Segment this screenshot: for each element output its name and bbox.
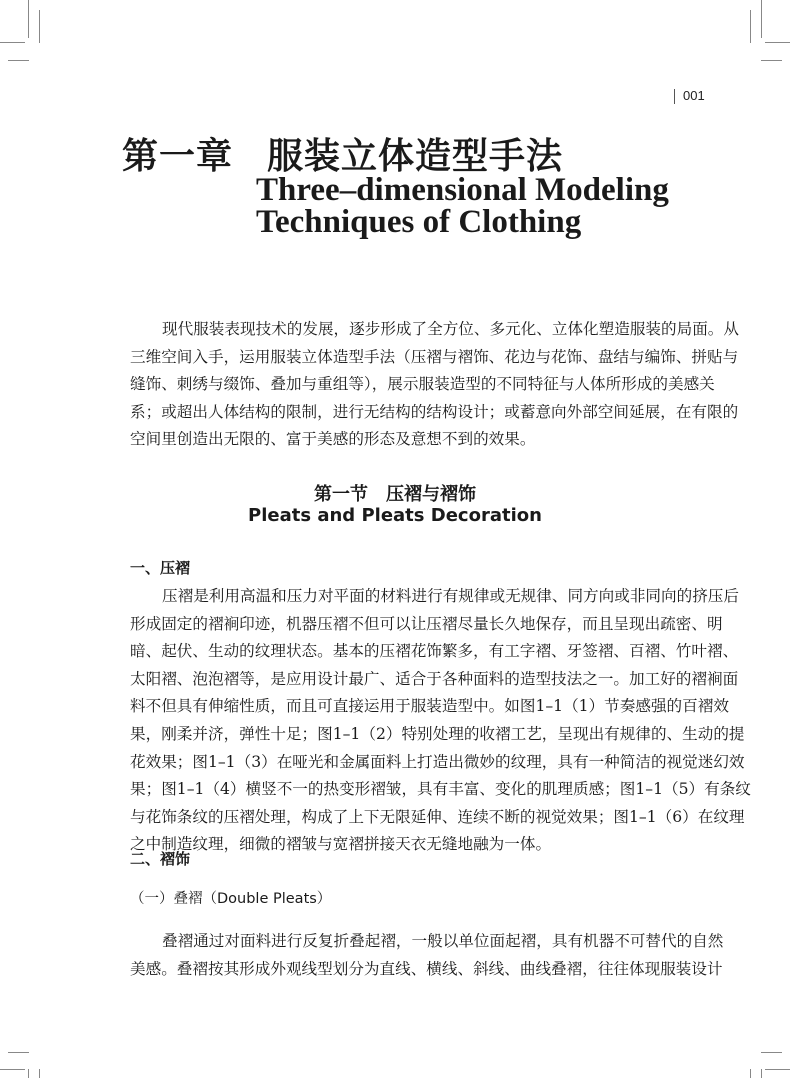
text-line: 现代服装表现技术的发展，逐步形成了全方位、多元化、立体化塑造服装的局面。从 — [162, 320, 739, 338]
text-line: 果，刚柔并济，弹性十足；图1–1（2）特别处理的收褶工艺，呈现出有规律的、生动的提 — [130, 724, 745, 743]
crop-mark — [28, 0, 29, 38]
text-line: 三维空间入手，运用服装立体造型手法（压褶与褶饰、花边与花饰、盘结与编饰、拼贴与 — [130, 347, 739, 366]
pleats-paragraph — [130, 583, 751, 859]
section-title-en: Pleats and Pleats Decoration — [248, 505, 542, 526]
text-line: 压褶是利用高温和压力对平面的材料进行有规律或无规律、同方向或非同向的挤压后 — [162, 587, 739, 605]
heading-pressed-pleats: 一、压褶 — [130, 559, 191, 577]
crop-mark — [761, 60, 782, 61]
chapter-title: 服装立体造型手法 — [267, 135, 564, 177]
chapter-title-en-line2: Techniques of Clothing — [256, 204, 582, 240]
crop-mark — [28, 1069, 29, 1078]
chapter-number: 第一章 — [122, 135, 234, 177]
intro-paragraph — [130, 316, 739, 454]
text-line: 与花饰条纹的压褶处理，构成了上下无限延伸、连续不断的视觉效果；图1–1（6）在纹理 — [130, 807, 745, 826]
text-line: 太阳褶、泡泡褶等，是应用设计最广、适合于各种面料的造型技法之一。加工好的褶裥面 — [130, 669, 739, 688]
crop-mark — [39, 10, 40, 43]
text-line: 之中制造纹理，细微的褶皱与宽褶拼接天衣无缝地融为一体。 — [130, 835, 552, 854]
text-line: 美感。叠褶按其形成外观线型划分为直线、横线、斜线、曲线叠褶，往往体现服装设计 — [130, 959, 723, 978]
text-line: 空间里创造出无限的、富于美感的形态及意想不到的效果。 — [130, 430, 536, 449]
subheading-double-pleats: （一）叠褶（Double Pleats） — [130, 891, 332, 907]
crop-mark — [0, 1069, 25, 1070]
text-line: 花效果；图1–1（3）在哑光和金属面料上打造出微妙的纹理，具有一种简洁的视觉迷幻效 — [130, 752, 745, 771]
crop-mark — [8, 60, 29, 61]
crop-mark — [39, 1069, 40, 1078]
text-line: 料不但具有伸缩性质，而且可直接运用于服装造型中。如图1–1（1）节奏感强的百褶效 — [130, 697, 729, 716]
crop-mark — [765, 42, 790, 43]
text-line: 系；或超出人体结构的限制，进行无结构的结构设计；或蓄意向外部空间延展，在有限的 — [130, 402, 739, 421]
page-number-text: 001 — [683, 88, 705, 103]
section-title-cn: 第一节 压褶与褶饰 — [314, 484, 476, 505]
crop-mark — [765, 1069, 790, 1070]
crop-mark — [0, 42, 25, 43]
heading-pleat-decoration: 二、褶饰 — [130, 850, 191, 868]
crop-mark — [750, 1069, 751, 1078]
text-line: 形成固定的褶裥印迹，机器压褶不但可以让压褶尽量长久地保存，而且呈现出疏密、明 — [130, 614, 723, 633]
crop-mark — [8, 1052, 29, 1053]
text-line: 暗、起伏、生动的纹理状态。基本的压褶花饰繁多，有工字褶、牙签褶、百褶、竹叶褶、 — [130, 642, 739, 661]
text-line: 叠褶通过对面料进行反复折叠起褶，一般以单位面起褶，具有机器不可替代的自然 — [162, 932, 724, 950]
text-line: 果；图1–1（4）横竖不一的热变形褶皱，具有丰富、变化的肌理质感；图1–1（5）有条纹 — [130, 780, 751, 799]
crop-mark — [761, 1052, 782, 1053]
crop-mark — [761, 1069, 762, 1078]
text-line: 缝饰、刺绣与缀饰、叠加与重组等），展示服装造型的不同特征与人体所形成的美感关 — [130, 375, 715, 394]
crop-mark — [750, 10, 751, 43]
chapter-title-en-line1: Three–dimensional Modeling — [256, 172, 669, 208]
crop-mark — [761, 0, 762, 38]
double-pleats-paragraph — [130, 928, 724, 983]
page-number — [674, 88, 705, 104]
